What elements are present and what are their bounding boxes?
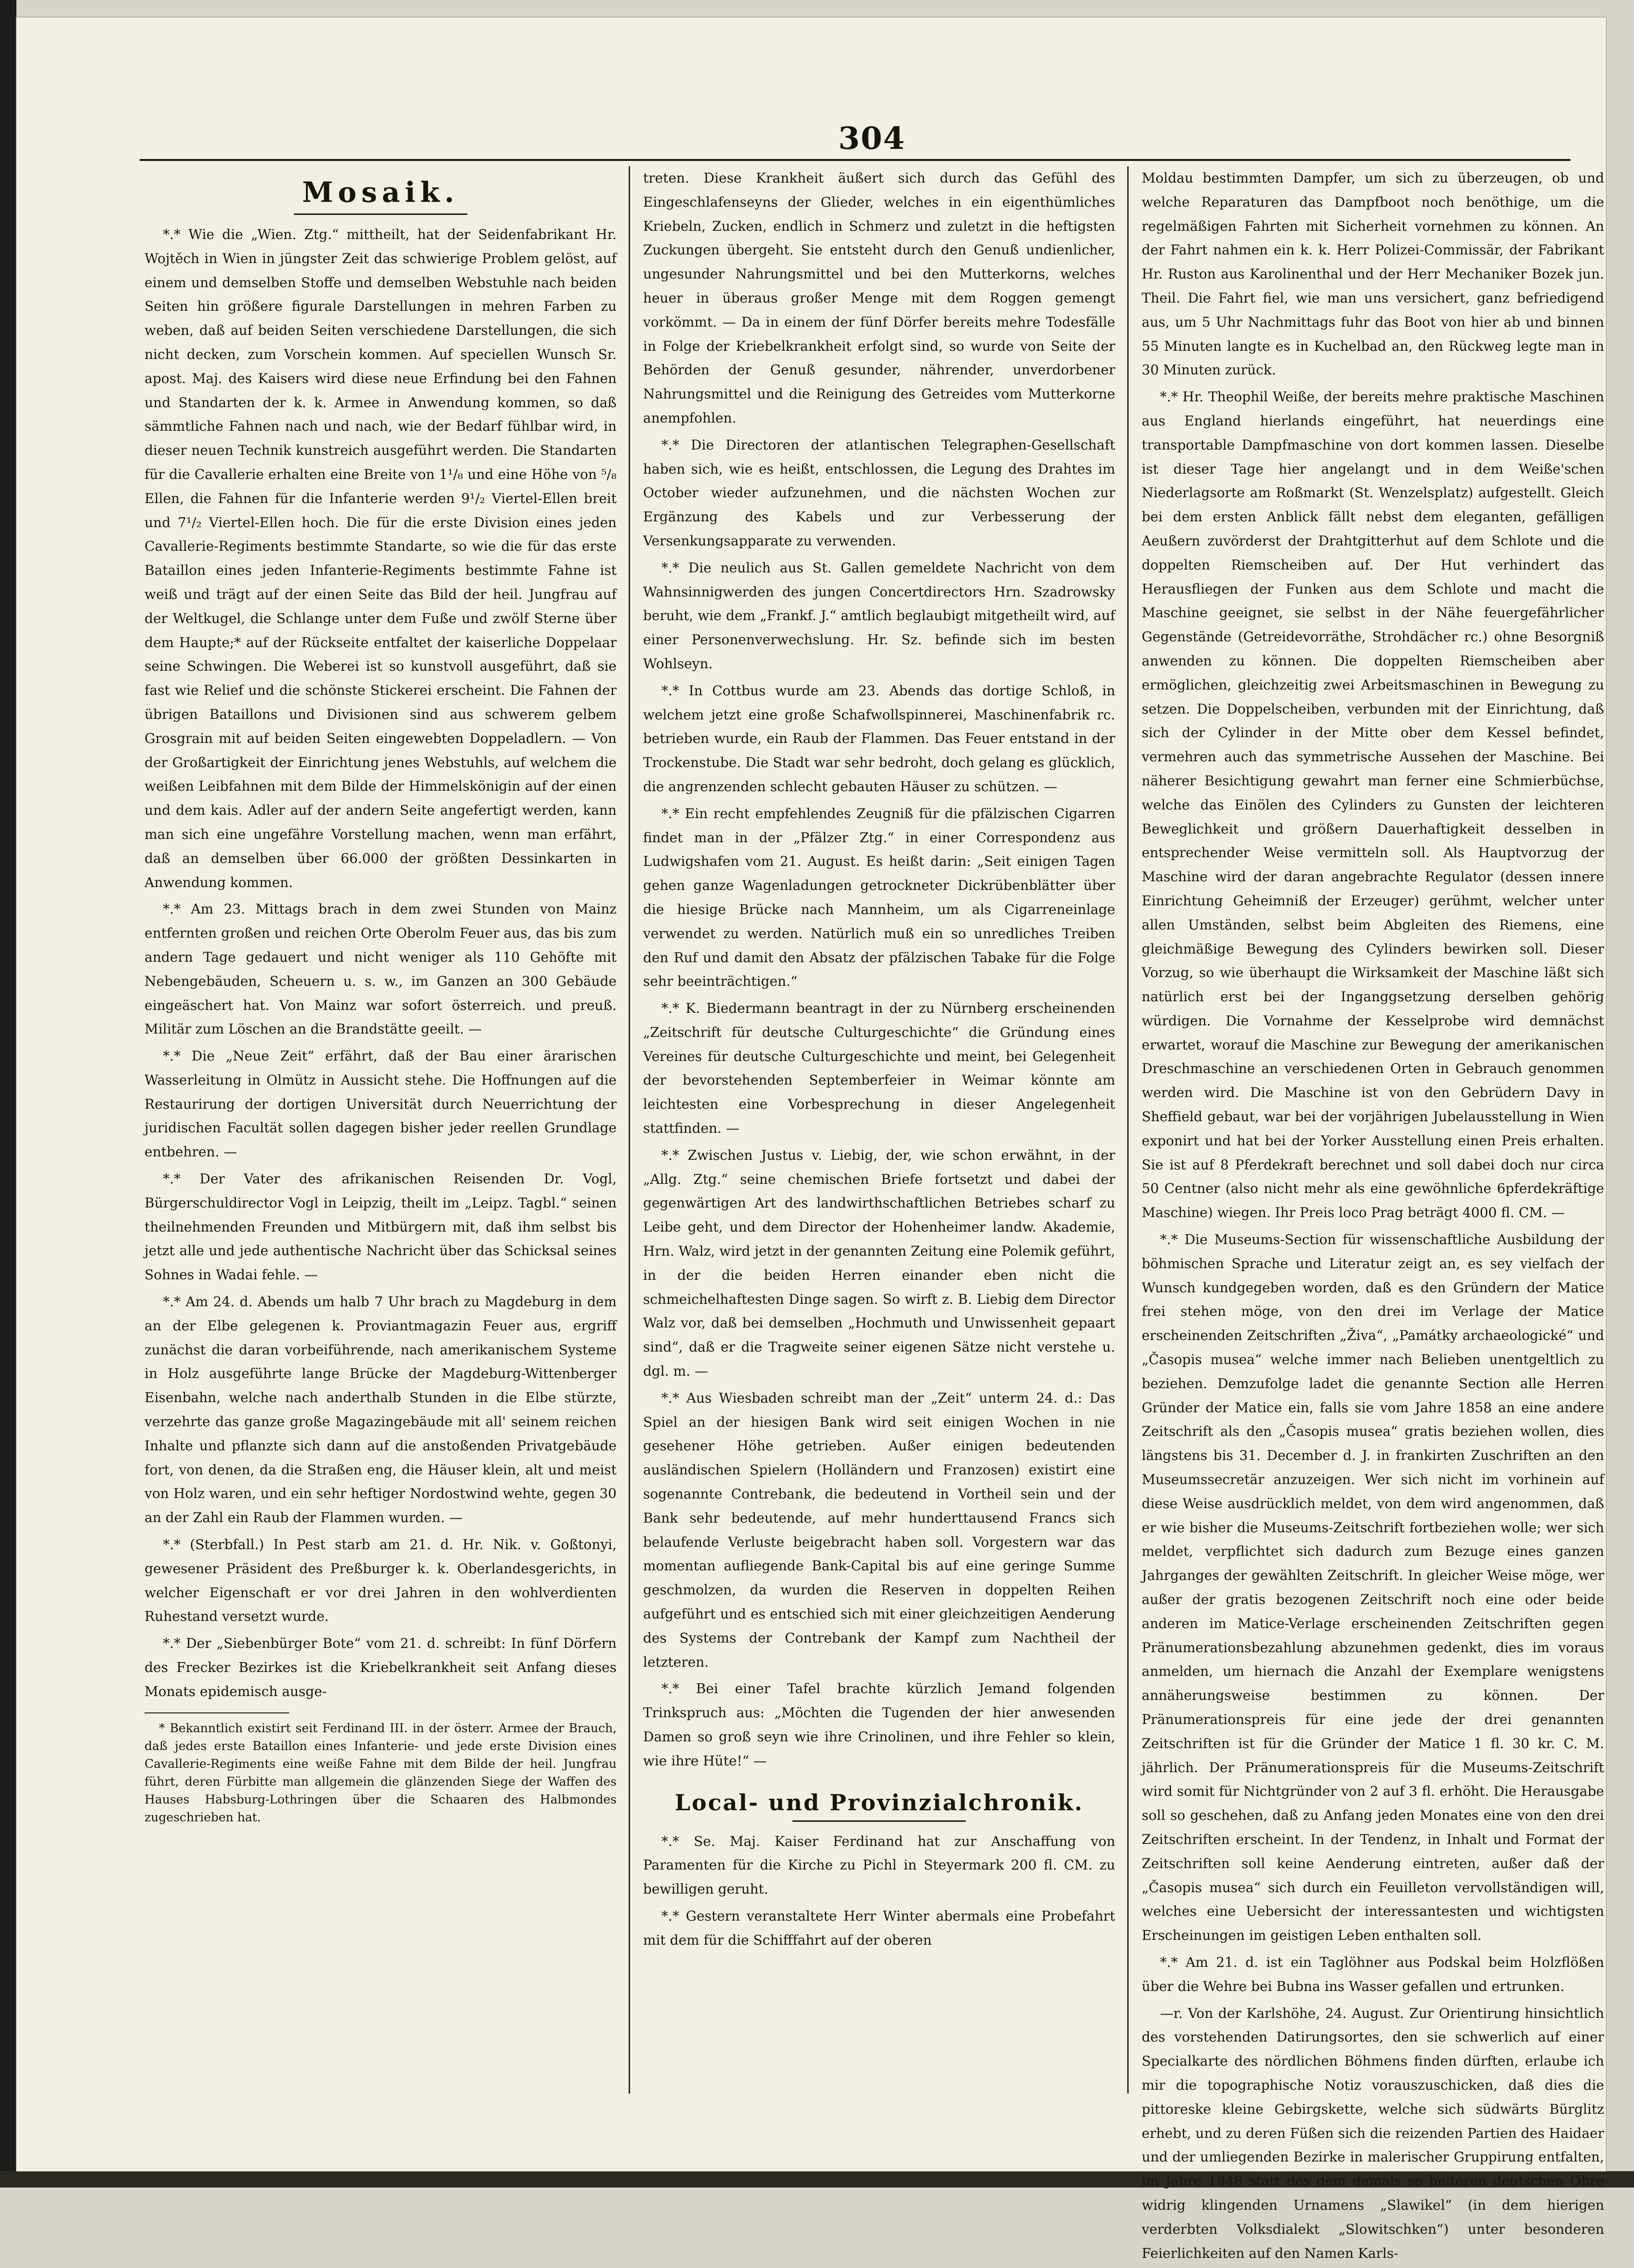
article-paragraph: *.* Die „Neue Zeit“ erfährt, daß der Bau einer ärarischen Wasserleitung in Olmütz in Aussicht stehe. Die Hoffnungen auf die Restaurirung der dortigen Universität durch Neuerrichtung der juridischen Facultät sollen dagegen bisher jeder reellen Grundlage entbehren. — bbox=[145, 1048, 617, 1160]
column-rule-2 bbox=[1127, 166, 1129, 2094]
article-paragraph: *.* Wie die „Wien. Ztg.“ mittheilt, hat der Seidenfabrikant Hr. Wojtěch in Wien in jüngster Zeit das schwierige Problem gelöst, auf einem und demselben Stoffe und demselben Webstuhle nach beiden Seiten hin größere figurale Darstellungen in mehren Farben zu weben, daß auf beiden Seiten verschiedene Darstellungen, die sich nicht decken, zum Vorschein kommen. Auf speciellen Wunsch Sr. apost. Maj. des Kaisers wird diese neue Erfindung bei den Fahnen und Standarten der k. k. Armee in Anwendung kommen, so daß sämmtliche Fahnen nach und nach, wie der Bedarf fühlbar wird, in dieser neuen Technik kunstreich ausgeführt werden. Die Standarten für die Cavallerie erhalten eine Breite von 1¹/₈ und eine Höhe von ⁵/₈ Ellen, die Fahnen für die Infanterie werden 9¹/₂ Viertel-Ellen breit und 7¹/₂ Viertel-Ellen hoch. Die für die erste Division eines jeden Cavallerie-Regiments bestimmte Standarte, so wie die für das erste Bataillon eines jeden Infanterie-Regiments bestimmte Fahne ist weiß und trägt auf der einen Seite das Bild der heil. Jungfrau auf der Weltkugel, die Schlange unter dem Fuße und zwölf Sterne über dem Haupte;* auf der Rückseite entfaltet der kaiserliche Doppelaar seine Schwingen. Die Weberei ist so kunstvoll ausgeführt, daß sie fast wie Relief und die schönste Stickerei erscheint. Die Fahnen der übrigen Bataillons und Divisionen sind aus schwerem gelbem Grosgrain mit auf beiden Seiten eingewebten Doppeladlern. — Von der Großartigkeit der Einrichtung jenes Webstuhls, auf welchem die weißen Leibfahnen mit dem Bilde der Himmelskönigin auf der einen und dem kais. Adler auf der andern Seite angefertigt werden, kann man sich eine ungefähre Vorstellung machen, wenn man erfährt, daß an demselben über 66.000 der größten Dessinkarten in Anwendung kommen. bbox=[145, 226, 617, 890]
article-paragraph: treten. Diese Krankheit äußert sich durch das Gefühl des Eingeschlafenseyns der Glieder, welches in ein eigenthümliches Kriebeln, Zucken, endlich in Schmerz und zuletzt in die heftigsten Zuckungen übergeht. Sie entsteht durch den Genuß undienlicher, ungesunder Nahrungsmittel und bei den Mutterkorns, welches heuer in überaus großer Menge mit dem Roggen gemengt vorkömmt. — Da in einem der fünf Dörfer bereits mehre Todesfälle in Folge der Kriebelkrankheit erfolgt sind, so wurde von Seite der Behörden der Genuß gesunder, nährender, unverdorbener Nahrungsmittel und die Reinigung des Getreides vom Mutterkorne anempfohlen. bbox=[643, 170, 1115, 426]
page-number: 304 bbox=[838, 120, 906, 157]
section-title-rule bbox=[294, 213, 467, 215]
article-paragraph: *.* K. Biedermann beantragt in der zu Nürnberg erscheinenden „Zeitschrift für deutsche Culturgeschichte“ die Gründung eines Vereines für deutsche Culturgeschichte und meint, bei Gelegenheit der bevorstehenden Septemberfeier in Weimar könnte am leichtesten eine Vorbesprechung in dieser Angelegenheit stattfinden. — bbox=[643, 1000, 1115, 1137]
article-paragraph: *.* Se. Maj. Kaiser Ferdinand hat zur Anschaffung von Paramenten für die Kirche zu Pichl in Steyermark 200 fl. CM. zu bewilligen geruht. bbox=[643, 1833, 1115, 1897]
column-2 bbox=[643, 166, 1115, 1955]
section-title-local-chronicle: Local- und Provinzialchronik. bbox=[674, 1789, 1084, 1816]
article-paragraph: *.* Ein recht empfehlendes Zeugniß für die pfälzischen Cigarren findet man in der „Pfälzer Ztg.“ in einer Correspondenz aus Ludwigshafen vom 21. August. Es heißt darin: „Seit einigen Tagen gehen ganze Wagenladungen getrockneter Dickrübenblätter über die hiesige Brücke nach Mannheim, um als Cigarreneinlage verwendet zu werden. Natürlich muß ein so unredliches Treiben den Ruf und damit den Absatz der pfälzischen Tabake für die Folge sehr beeinträchtigen.“ bbox=[643, 805, 1115, 990]
column-1 bbox=[145, 166, 617, 1826]
footnote-rule bbox=[145, 1712, 289, 1713]
article-paragraph: *.* Zwischen Justus v. Liebig, der, wie schon erwähnt, in der „Allg. Ztg.“ seine chemischen Briefe fortsetzt und dabei der gegenwärtigen Art des landwirthschaftlichen Betriebes scharf zu Leibe geht, und dem Director der Hohenheimer landw. Akademie, Hrn. Walz, wird jetzt in der genannten Zeitung eine Polemik geführt, in der die beiden Herren einander eben nicht die schmeichelhaftesten Dinge sagen. So wirft z. B. Liebig dem Director Walz vor, daß bei demselben „Hochmuth und Unwissenheit gepaart sind“, daß er die Tragweite seiner eigenen Sätze nicht verstehe u. dgl. m. — bbox=[643, 1147, 1115, 1379]
article-paragraph: *.* Am 21. d. ist ein Taglöhner aus Podskal beim Holzflößen über die Wehre bei Bubna ins Wasser gefallen und ertrunken. bbox=[1142, 1954, 1604, 1994]
article-paragraph: *.* Der Vater des afrikanischen Reisenden Dr. Vogl, Bürgerschuldirector Vogl in Leipzig, theilt im „Leipz. Tagbl.“ seinen theilnehmenden Freunden und Mitbürgern mit, daß ihm selbst bis jetzt alle und jede authentische Nachricht über das Schicksal seines Sohnes in Wadai fehle. — bbox=[145, 1171, 617, 1283]
article-paragraph: *.* Die neulich aus St. Gallen gemeldete Nachricht von dem Wahnsinnigwerden des jungen Concertdirectors Hrn. Szadrowsky beruht, wie dem „Frankf. J.“ amtlich beglaubigt mitgetheilt wird, auf einer Personenverwechslung. Hr. Sz. befinde sich im besten Wohlseyn. bbox=[643, 559, 1115, 672]
article-paragraph: *.* In Cottbus wurde am 23. Abends das dortige Schloß, in welchem jetzt eine große Schafwollspinnerei, Maschinenfabrik rc. betrieben wurde, ein Raub der Flammen. Das Feuer entstand in der Trockenstube. Die Stadt war sehr bedroht, doch gelang es glücklich, die angrenzenden schlecht gebauten Häuser zu schützen. — bbox=[643, 682, 1115, 795]
article-paragraph: *.* Die Directoren der atlantischen Telegraphen-Gesellschaft haben sich, wie es heißt, entschlossen, die Legung des Drahtes im October wieder aufzunehmen, und die nächsten Wochen zur Ergänzung des Kabels und zur Verbesserung der Versenkungsapparate zu verwenden. bbox=[643, 437, 1115, 549]
header-rule bbox=[140, 159, 1570, 161]
article-paragraph: *.* Aus Wiesbaden schreibt man der „Zeit“ unterm 24. d.: Das Spiel an der hiesigen Bank wird seit einigen Wochen in nie gesehener Höhe getrieben. Außer einigen bedeutenden ausländischen Spielern (Holländern und Franzosen) existirt eine sogenannte Contrebank, die bedeutend in Vortheil sein und der Bank sehr bedeutende, auf mehr hunderttausend Francs sich belaufende Verluste beigebracht haben soll. Vorgestern war das momentan aufliegende Bank-Capital bis auf eine geringe Summe geschmolzen, da wurden die Reserven in doppelten Reihen aufgeführt und es entschied sich mit einer gleichzeitigen Aenderung des Systems der Contrebank der Kampf zum Nachtheil der letzteren. bbox=[643, 1390, 1115, 1670]
article-paragraph: *.* (Sterbfall.) In Pest starb am 21. d. Hr. Nik. v. Goßtonyi, gewesener Präsident des Preßburger k. k. Oberlandesgerichts, in welcher Eigenschaft er vor drei Jahren in den wohlverdienten Ruhestand versetzt wurde. bbox=[145, 1537, 617, 1625]
article-paragraph: *.* Hr. Theophil Weiße, der bereits mehre praktische Maschinen aus England hierlands eingeführt, hat neuerdings eine transportable Dampfmaschine von dort kommen lassen. Dieselbe ist dieser Tage hier angelangt und in dem Weiße'schen Niederlagsorte am Roßmarkt (St. Wenzelsplatz) aufgestellt. Gleich bei dem ersten Anblick fällt nebst dem eleganten, gefälligen Aeußern zuvörderst der Drahtgitterhut auf dem Schlote und die doppelten Riemscheiben auf. Der Hut verhindert das Herausfliegen der Funken aus dem Schlote und macht die Maschine geeignet, sie selbst in der Nähe feuergefährlicher Gegenstände (Getreidevorräthe, Strohdächer rc.) ohne Besorgniß anwenden zu können. Die doppelten Riemscheiben aber ermöglichen, gleichzeitig zwei Arbeitsmaschinen in Bewegung zu setzen. Die Doppelscheiben, verbunden mit der Einrichtung, daß sich der Cylinder in der Mitte ober dem Kessel befindet, vermehren auch das symmetrische Aussehen der Maschine. Bei näherer Besichtigung gewahrt man ferner eine Schmierbüchse, welche das Einölen des Cylinders zu Gunsten der leichteren Beweglichkeit und größern Dauerhaftigkeit desselben in entsprechender Weise vermitteln soll. Als Hauptvorzug der Maschine wird der daran angebrachte Regulator (dessen innere Einrichtung Geheimniß der Erzeuger) gerühmt, welcher unter allen Umständen, selbst beim Abgleiten des Riemens, eine gleichmäßige Bewegung des Cylinders bewirken soll. Dieser Vorzug, so wie überhaupt die Wirksamkeit der Maschine läßt sich natürlich erst bei der Inganggsetzung derselben gehörig würdigen. Die Vornahme der Kesselprobe wird demnächst erwartet, worauf die Maschine zur Bewegung der amerikanischen Dreschmaschine an verschiedenen Orten in Gebrauch genommen werden wird. Die Maschine ist von den Gebrüdern Davy in Sheffield gebaut, war bei der vorjährigen Jubelausstellung in Wien exponirt und hat bei der Yorker Ausstellung einen Preis erhalten. Sie ist auf 8 Pferdekraft berechnet und soll dabei doch nur circa 50 Centner (also nicht mehr als eine gewöhnliche 6pferdekräftige Maschine) wiegen. Ihr Preis loco Prag beträgt 4000 fl. CM. — bbox=[1142, 389, 1604, 1221]
section-title-rule bbox=[792, 1820, 966, 1822]
article-paragraph: *.* Der „Siebenbürger Bote“ vom 21. d. schreibt: In fünf Dörfern des Frecker Bezirkes ist die Kriebelkrankheit seit Anfang dieses Monats epidemisch ausge- bbox=[145, 1635, 617, 1699]
column-3 bbox=[1142, 166, 1604, 2268]
article-paragraph: *.* Am 23. Mittags brach in dem zwei Stunden von Mainz entfernten großen und reichen Orte Oberolm Feuer aus, das bis zum andern Tage gedauert und nicht weniger als 110 Gehöfte mit Nebengebäuden, Scheuern u. s. w., im Ganzen an 300 Gebäude eingeäschert hat. Von Mainz war sofort österreich. und preuß. Militär zum Löschen an die Brandstätte geeilt. — bbox=[145, 901, 617, 1037]
section-title-mosaik: Mosaik. bbox=[302, 176, 459, 209]
article-paragraph: —r. Von der Karlshöhe, 24. August. Zur Orientirung hinsichtlich des vorstehenden Datirungsortes, den sie schwerlich auf einer Specialkarte des nördlichen Böhmens finden dürften, erlaube ich mir die topographische Notiz vorauszuschicken, daß dies die pittoreske kleine Gebirgskette, welche sich südwärts Bürglitz erhebt, und zu deren Füßen sich die reizenden Partien des Haidaer und der umliegenden Bezirke in malerischer Gruppirung entfalten, im Jahre 1848 statt des dem damals so heiteren deutschen Ohre widrig klingenden Urnamens „Slawikel“ (in dem hierigen verderbten Volksdialekt „Slowitschken“) unter besonderen Feierlichkeiten auf den Namen Karls- bbox=[1142, 2005, 1604, 2261]
article-paragraph: Moldau bestimmten Dampfer, um sich zu überzeugen, ob und welche Reparaturen das Dampfboot noch benöthige, um die regelmäßigen Fahrten mit Sicherheit vornehmen zu können. An der Fahrt nahmen ein k. k. Herr Polizei-Commissär, der Fabrikant Hr. Ruston aus Karolinenthal und der Herr Mechaniker Bozek jun. Theil. Die Fahrt fiel, wie man uns versichert, ganz befriedigend aus, um 5 Uhr Nachmittags fuhr das Boot von hier ab und binnen 55 Minuten langte es in Kuchelbad an, den Rückweg legte man in 30 Minuten zurück. bbox=[1142, 170, 1604, 378]
article-paragraph: *.* Gestern veranstaltete Herr Winter abermals eine Probefahrt mit dem für die Schifffahrt auf der oberen bbox=[643, 1908, 1115, 1948]
footnote: * Bekanntlich existirt seit Ferdinand III. in der österr. Armee der Brauch, daß jedes erste Bataillon eines Infanterie- und jede erste Division eines Cavallerie-Regiments eine weiße Fahne mit dem Bilde der heil. Jungfrau führt, deren Fürbitte man allgemein die glänzenden Siege der Waffen des Hauses Habsburg-Lothringen über die Schaaren des Halbmondes zugeschrieben hat. bbox=[145, 1721, 617, 1824]
scan-edge-left bbox=[0, 0, 16, 2188]
article-paragraph: *.* Am 24. d. Abends um halb 7 Uhr brach zu Magdeburg in dem an der Elbe gelegenen k. Proviantmagazin Feuer aus, ergriff zunächst die daran vorbeiführende, nach amerikanischem Systeme in Holz ausgeführte lange Brücke der Magdeburg-Wittenberger Eisenbahn, welche nach anderthalb Stunden in die Elbe stürzte, verzehrte das ganze große Magazingebäude mit all' seinem reichen Inhalte und pflanzte sich dann auf die anstoßenden Privatgebäude fort, von denen, da die Straßen eng, die Häuser klein, alt und meist von Holz waren, und ein sehr heftiger Nordostwind wehte, gegen 30 an der Zahl ein Raub der Flammen wurden. — bbox=[145, 1294, 617, 1526]
column-rule-1 bbox=[629, 166, 630, 2094]
article-paragraph: *.* Bei einer Tafel brachte kürzlich Jemand folgenden Trinkspruch aus: „Möchten die Tugenden der hier anwesenden Damen so groß seyn wie ihre Crinolinen, und ihre Fehler so klein, wie ihre Hüte!“ — bbox=[643, 1681, 1115, 1769]
article-paragraph: *.* Die Museums-Section für wissenschaftliche Ausbildung der böhmischen Sprache und Literatur zeigt an, es sey vielfach der Wunsch kundgegeben worden, daß es den Gründern der Matice frei stehen möge, von den drei im Verlage der Matice erscheinenden Zeitschriften „Živa“, „Památky archaeologické“ und „Časopis musea“ welche immer nach Belieben unentgeltlich zu beziehen. Demzufolge ladet die genannte Section alle Herren Gründer der Matice ein, falls sie vom Jahre 1858 an eine andere Zeitschrift als den „Časopis musea“ gratis beziehen wollen, dies längstens bis 31. December d. J. in frankirten Zuschriften an den Museumssecretär anzuzeigen. Wer sich nicht im vorhinein auf diese Weise ausdrücklich meldet, von dem wird angenommen, daß er wie bisher die Museums-Zeitschrift fortbeziehen wolle; wer sich meldet, verpflichtet sich dadurch zum Bezuge eines ganzen Jahrganges der gewählten Zeitschrift. In gleicher Weise möge, wer außer der gratis bezogenen Zeitschrift noch eine oder beide anderen im Matice-Verlage erscheinenden Zeitschriften gegen Pränumerationsbezahlung abzunehmen gedenkt, dies im voraus anmelden, um hiernach die Anzahl der Exemplare wenigstens annäherungsweise bestimmen zu können. Der Pränumerationspreis für eine jede der drei genannten Zeitschriften ist für die Gründer der Matice 1 fl. 30 kr. C. M. jährlich. Der Pränumerationspreis für die Museums-Zeitschrift wird somit für Nichtgründer von 2 auf 3 fl. erhöht. Die Herausgabe soll so geschehen, daß zu Anfang jeden Monates eine von den drei Zeitschriften erscheint. In der Tendenz, in Inhalt und Format der Zeitschriften soll keine Aenderung eintreten, außer daß der „Časopis musea“ sich durch ein Feuilleton vervollständigen will, welches eine Uebersicht der interessantesten und wichtigsten Erscheinungen im geistigen Leben enthalten soll. bbox=[1142, 1232, 1604, 1944]
